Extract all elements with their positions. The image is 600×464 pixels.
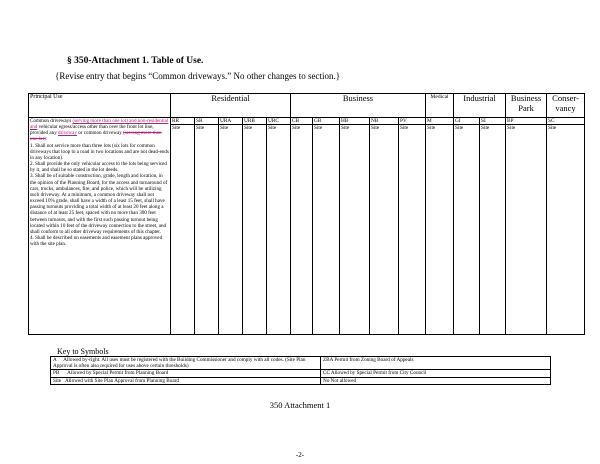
code-gi: GI	[454, 118, 480, 125]
key-title: Key to Symbols	[57, 347, 109, 356]
value-sr: Site	[195, 125, 219, 335]
code-cb: CB	[291, 118, 313, 125]
deleted-text: (serving more than one lot)	[30, 130, 162, 143]
key-site: Site Allowed with Site Plan Approval from Planning Board	[51, 377, 321, 384]
value-gb: Site	[313, 125, 340, 335]
revision-note: {Revise entry that begins “Common driveways.” No other changes to section.}	[55, 71, 341, 81]
key-cc: CC Allowed by Special Permit from City Council	[321, 370, 551, 377]
key-no: No Not allowed	[321, 377, 551, 384]
code-sc: SC	[547, 118, 585, 125]
group-business: Business	[291, 94, 426, 118]
condition-2: 2. Shall provide the only vehicular access to the lots being serviced by it, and shall be so stated in the lot deeds.	[30, 161, 167, 174]
key-a: A Allowed by-right. All uses must be registered with the Building Commissioner and comply with all codes. (Site Plan Approval is often also required for uses above certain thresholds)	[51, 357, 321, 370]
value-rr: Site	[171, 125, 195, 335]
value-urc: Site	[267, 125, 291, 335]
condition-3: 3. Shall be of suitable construction, grade, length and location, in the opinion of the Planning Board, for the access and turnaround of cars, trucks, ambulances, fire, and police, which will be utilizing such driveway. At a minimum, a common driveway shall not exceed 10% grade, shall have a width of a least 15 feet, shall have passing turnouts providing a total width of at least 20 feet along a distance of at least 25 feet, spaced with no more than 300 feet between turnouts, and with the first such passing turnout being located within 10 feet of the driveway connection to the street, and shall conform to all other driveway requirements of this chapter.	[30, 173, 168, 235]
code-urb: URB	[243, 118, 267, 125]
code-urc: URC	[267, 118, 291, 125]
attachment-footer: 350 Attachment 1	[269, 400, 331, 410]
value-cb: Site	[291, 125, 313, 335]
group-residential: Residential	[171, 94, 291, 118]
value-ura: Site	[219, 125, 243, 335]
page-number: -2-	[295, 451, 305, 459]
table-of-use	[28, 93, 585, 335]
code-pv: PV	[399, 118, 426, 125]
inserted-text: (serving more than one lot) and non-residential and	[30, 118, 169, 131]
key-pb: PB Allowed by Special Permit from Planning Board	[51, 370, 321, 377]
value-bp: Site	[506, 125, 547, 335]
value-nb: Site	[370, 125, 399, 335]
code-rr: RR	[171, 118, 195, 125]
group-conservancy: Conser-vancy	[547, 94, 585, 118]
code-gb: GB	[313, 118, 340, 125]
group-industrial: Industrial	[454, 94, 506, 118]
value-hb: Site	[340, 125, 370, 335]
value-pv: Site	[399, 125, 426, 335]
value-urb: Site	[243, 125, 267, 335]
code-hb: HB	[340, 118, 370, 125]
code-sr: SR	[195, 118, 219, 125]
principal-use-header: Principal Use	[29, 94, 171, 118]
use-description: Common driveways (serving more than one lot) and non-residential and vehicular egress/access other than over the front lot line, provided any driveway or common driveway (serving more than one lot): 1. Shall not service more than three lots (six lots for common driveways that loop to a road in two locations and are not dead-ends in any location). 2. Shall provide the only vehicular access to the lots being serviced by it, and shall be so stated in the lot deeds. 3. Shall be of suitable construction, grade, length and location, in the opinion of the Planning Board, for the access and turnaround of cars, trucks, ambulances, fire, and police, which will be utilizing such driveway. At a minimum, a common driveway shall not exceed 10% grade, shall have a width of a least 15 feet, shall have passing turnouts providing a total width of at least 20 feet along a distance of at least 25 feet, spaced with no more than 300 feet between turnouts, and with the first such passing turnout being located within 10 feet of the driveway connection to the street, and shall conform to all other driveway requirements of this chapter. 4. Shall be described on easements and easement plans approved with the site plan.	[29, 118, 171, 335]
key-zba: ZBA Permit from Zoning Board of Appeals	[321, 357, 551, 370]
value-gi: Site	[454, 125, 480, 335]
condition-1: 1. Shall not service more than three lots (six lots for common driveways that loop to a road in two locations and are not dead-ends in any location).	[30, 142, 169, 161]
inserted-text: driveway	[58, 130, 77, 137]
value-m: Site	[426, 125, 454, 335]
code-ura: URA	[219, 118, 243, 125]
value-si: Site	[480, 125, 506, 335]
value-sc: Site	[547, 125, 585, 335]
document-title: § 350-Attachment 1. Table of Use.	[67, 56, 204, 66]
code-bp: BP	[506, 118, 547, 125]
code-m: M	[426, 118, 454, 125]
condition-4: 4. Shall be described on easements and easement plans approved with the site plan.	[30, 234, 163, 248]
group-medical: Medical	[426, 94, 454, 118]
code-si: SI	[480, 118, 506, 125]
group-business-park: Business Park	[506, 94, 547, 118]
key-to-symbols	[50, 356, 551, 385]
code-nb: NB	[370, 118, 399, 125]
